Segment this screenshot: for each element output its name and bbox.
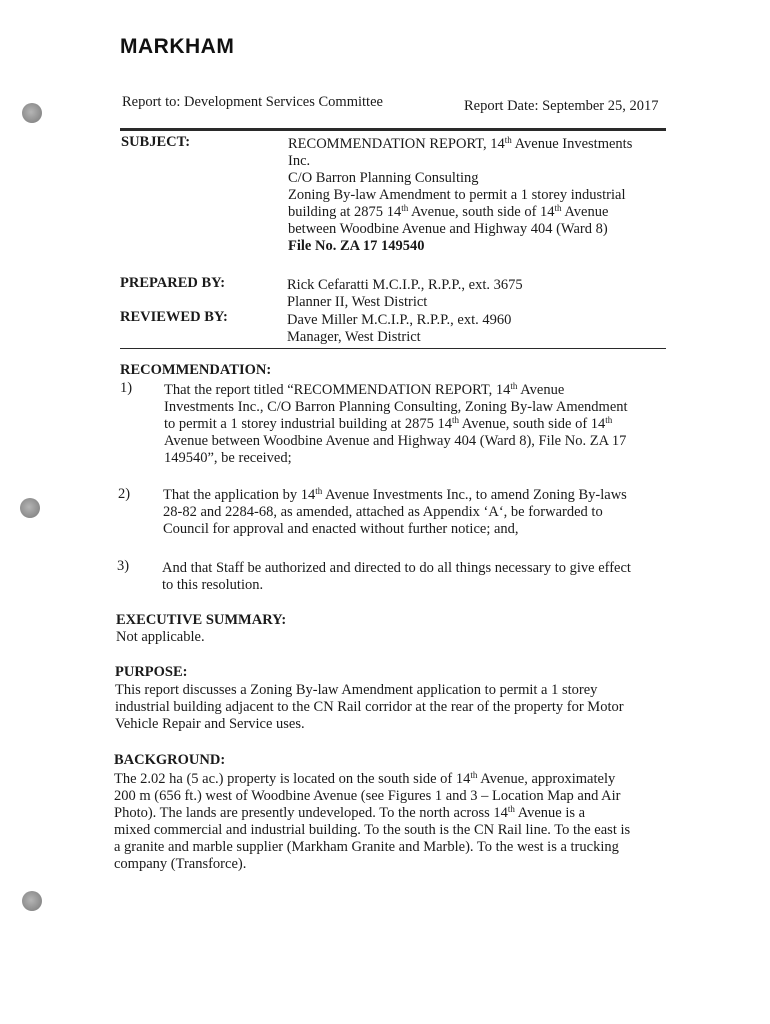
background-line: a granite and marble supplier (Markham Granite and Marble). To the west is a trucking: [114, 839, 619, 855]
prepared-by-label: PREPARED BY:: [120, 275, 226, 291]
background-line: The 2.02 ha (5 ac.) property is located on the south side of 14th Avenue, approximately: [114, 770, 616, 787]
recommendation-item-2: [163, 487, 627, 538]
executive-summary-text: Not applicable.: [116, 629, 205, 645]
item-line: Avenue between Woodbine Avenue and Highway 404 (Ward 8), File No. ZA 17: [164, 433, 627, 449]
reviewed-line: Dave Miller M.C.I.P., R.P.P., ext. 4960: [287, 312, 512, 328]
item-line: Council for approval and enacted without further notice; and,: [163, 521, 519, 537]
recommendation-heading: RECOMMENDATION:: [120, 362, 272, 378]
background-text: [114, 771, 630, 873]
item-number: 2): [118, 486, 131, 502]
item-line: to permit a 1 storey industrial building at 2875 14th Avenue, south side of 14th: [164, 415, 613, 432]
purpose-heading: PURPOSE:: [115, 664, 188, 680]
background-line: Photo). The lands are presently undeveloped. To the north across 14th Avenue is a: [114, 804, 586, 821]
background-line: mixed commercial and industrial building. To the south is the CN Rail line. To the east is: [114, 822, 631, 838]
purpose-line: This report discusses a Zoning By-law Amendment application to permit a 1 storey: [115, 682, 598, 698]
item-line: 28-82 and 2284-68, as amended, attached as Appendix ‘A‘, be forwarded to: [163, 504, 603, 520]
punch-hole-middle: [20, 498, 40, 518]
purpose-line: industrial building adjacent to the CN Rail corridor at the rear of the property for Motor: [115, 699, 624, 715]
logo-text: MARKHAM: [120, 35, 235, 58]
report-date: Report Date: September 25, 2017: [464, 98, 659, 114]
markham-logo: [120, 35, 235, 58]
background-line: company (Transforce).: [114, 856, 247, 872]
purpose-text: [115, 682, 624, 733]
prepared-by-text: [287, 277, 523, 311]
item-line: Investments Inc., C/O Barron Planning Consulting, Zoning By-law Amendment: [164, 399, 628, 415]
file-number: File No. ZA 17 149540: [288, 238, 425, 254]
item-line: 149540”, be received;: [164, 450, 292, 466]
report-to: Report to: Development Services Committee: [122, 94, 383, 110]
reviewed-by-text: [287, 312, 511, 346]
punch-hole-bottom: [22, 891, 42, 911]
subject-bottom-rule: [120, 348, 666, 349]
header-rule: [120, 128, 666, 131]
subject-label: SUBJECT:: [121, 134, 191, 150]
background-line: 200 m (656 ft.) west of Woodbine Avenue (see Figures 1 and 3 – Location Map and Air: [114, 788, 621, 804]
item-number: 1): [120, 380, 133, 396]
punch-hole-top: [22, 103, 42, 123]
item-line: to this resolution.: [162, 577, 264, 593]
subject-line: Inc.: [288, 153, 311, 169]
purpose-line: Vehicle Repair and Service uses.: [115, 716, 305, 732]
subject-text: [288, 136, 632, 255]
item-number: 3): [117, 558, 130, 574]
prepared-line: Planner II, West District: [287, 294, 428, 310]
reviewed-line: Manager, West District: [287, 329, 421, 345]
subject-line: between Woodbine Avenue and Highway 404 (Ward 8): [288, 221, 608, 237]
subject-line: C/O Barron Planning Consulting: [288, 170, 479, 186]
item-line: And that Staff be authorized and directed to do all things necessary to give effect: [162, 560, 631, 576]
subject-line: RECOMMENDATION REPORT, 14th Avenue Investments: [288, 135, 633, 152]
background-heading: BACKGROUND:: [114, 752, 226, 768]
item-line: That the application by 14th Avenue Investments Inc., to amend Zoning By-laws: [163, 486, 627, 503]
recommendation-item-3: [162, 560, 631, 594]
recommendation-item-1: [164, 382, 628, 467]
executive-summary-heading: EXECUTIVE SUMMARY:: [116, 612, 287, 628]
reviewed-by-label: REVIEWED BY:: [120, 309, 228, 325]
item-line: That the report titled “RECOMMENDATION REPORT, 14th Avenue: [164, 381, 565, 398]
subject-line: Zoning By-law Amendment to permit a 1 storey industrial: [288, 187, 626, 203]
subject-line: building at 2875 14th Avenue, south side of 14th Avenue: [288, 203, 609, 220]
prepared-line: Rick Cefaratti M.C.I.P., R.P.P., ext. 3675: [287, 277, 523, 293]
